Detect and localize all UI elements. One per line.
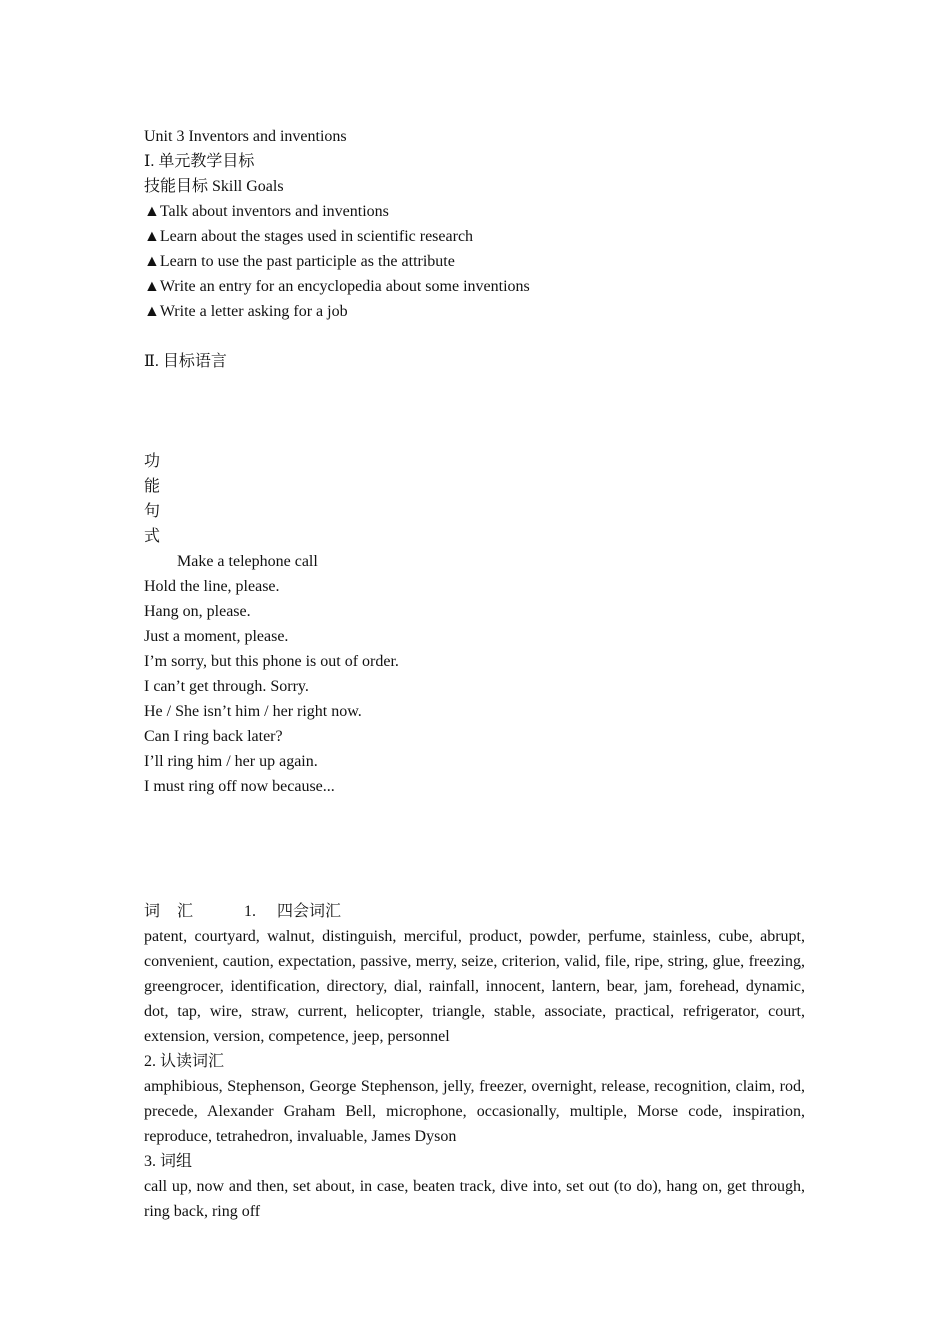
spacer bbox=[144, 374, 805, 449]
telephone-sentence: I must ring off now because... bbox=[144, 778, 335, 795]
section1-heading: Ⅰ. 单元教学目标 bbox=[144, 153, 255, 170]
goal-item: ▲Learn to use the past participle as the attribute bbox=[144, 253, 455, 270]
telephone-heading: Make a telephone call bbox=[177, 553, 318, 570]
telephone-sentence: Hold the line, please. bbox=[144, 578, 280, 595]
phrases-heading: 3. 词组 bbox=[144, 1153, 193, 1170]
section2-heading: Ⅱ. 目标语言 bbox=[144, 353, 227, 370]
label-char: 式 bbox=[144, 528, 161, 545]
telephone-sentence: Just a moment, please. bbox=[144, 628, 289, 645]
vocab-label-char: 词 bbox=[144, 903, 161, 920]
recognition-words-heading: 2. 认读词汇 bbox=[144, 1053, 225, 1070]
four-skill-words: patent, courtyard, walnut, distinguish, merciful, product, powder, perfume, stainless, cube, abrupt, convenient, caution, expectation, passive, merry, seize, criterion, valid, file, ripe, string, glue, freezing, greengrocer, identification, directory, dial, rainfall, innocent, lantern, bear, jam, forehead, dynamic, dot, tap, wire, straw, current, helicopter, triangle, stable, associate, practical, refrigerator, court, extension, version, competence, jeep, personnel bbox=[144, 928, 805, 1045]
telephone-sentence: I can’t get through. Sorry. bbox=[144, 678, 309, 695]
vocab-item-number: 1. bbox=[244, 903, 256, 920]
vocab-item-title: 四会词汇 bbox=[277, 903, 342, 920]
skill-goals-list bbox=[144, 199, 805, 324]
label-char: 能 bbox=[144, 478, 161, 495]
goal-item: ▲Write an entry for an encyclopedia about some inventions bbox=[144, 278, 530, 295]
goal-item: ▲Learn about the stages used in scientific research bbox=[144, 228, 474, 245]
telephone-sentence: He / She isn’t him / her right now. bbox=[144, 703, 362, 720]
spacer bbox=[144, 799, 805, 899]
telephone-sentence: Hang on, please. bbox=[144, 603, 251, 620]
vocabulary-heading bbox=[144, 899, 805, 924]
label-char: 功 bbox=[144, 453, 161, 470]
recognition-words: amphibious, Stephenson, George Stephenson, jelly, freezer, overnight, release, recognition, claim, rod, precede, Alexander Graham Bell, microphone, occasionally, multiple, Morse code, inspiration, reproduce, tetrahedron, invaluable, James Dyson bbox=[144, 1078, 805, 1145]
functional-sentences-label bbox=[144, 449, 805, 549]
spacer bbox=[144, 324, 805, 349]
telephone-sentence: I’ll ring him / her up again. bbox=[144, 753, 318, 770]
telephone-sentence: I’m sorry, but this phone is out of order. bbox=[144, 653, 399, 670]
telephone-sentence: Can I ring back later? bbox=[144, 728, 283, 745]
goal-item: ▲Write a letter asking for a job bbox=[144, 303, 348, 320]
skill-goals-heading: 技能目标 Skill Goals bbox=[144, 178, 284, 195]
unit-title: Unit 3 Inventors and inventions bbox=[144, 128, 347, 145]
label-char: 句 bbox=[144, 503, 161, 520]
vocab-label-char: 汇 bbox=[177, 903, 194, 920]
document-page bbox=[144, 124, 805, 1224]
goal-item: ▲Talk about inventors and inventions bbox=[144, 203, 389, 220]
phrases: call up, now and then, set about, in case, beaten track, dive into, set out (to do), hang on, get through, ring back, ring off bbox=[144, 1178, 805, 1220]
telephone-sentences-list bbox=[144, 574, 805, 799]
